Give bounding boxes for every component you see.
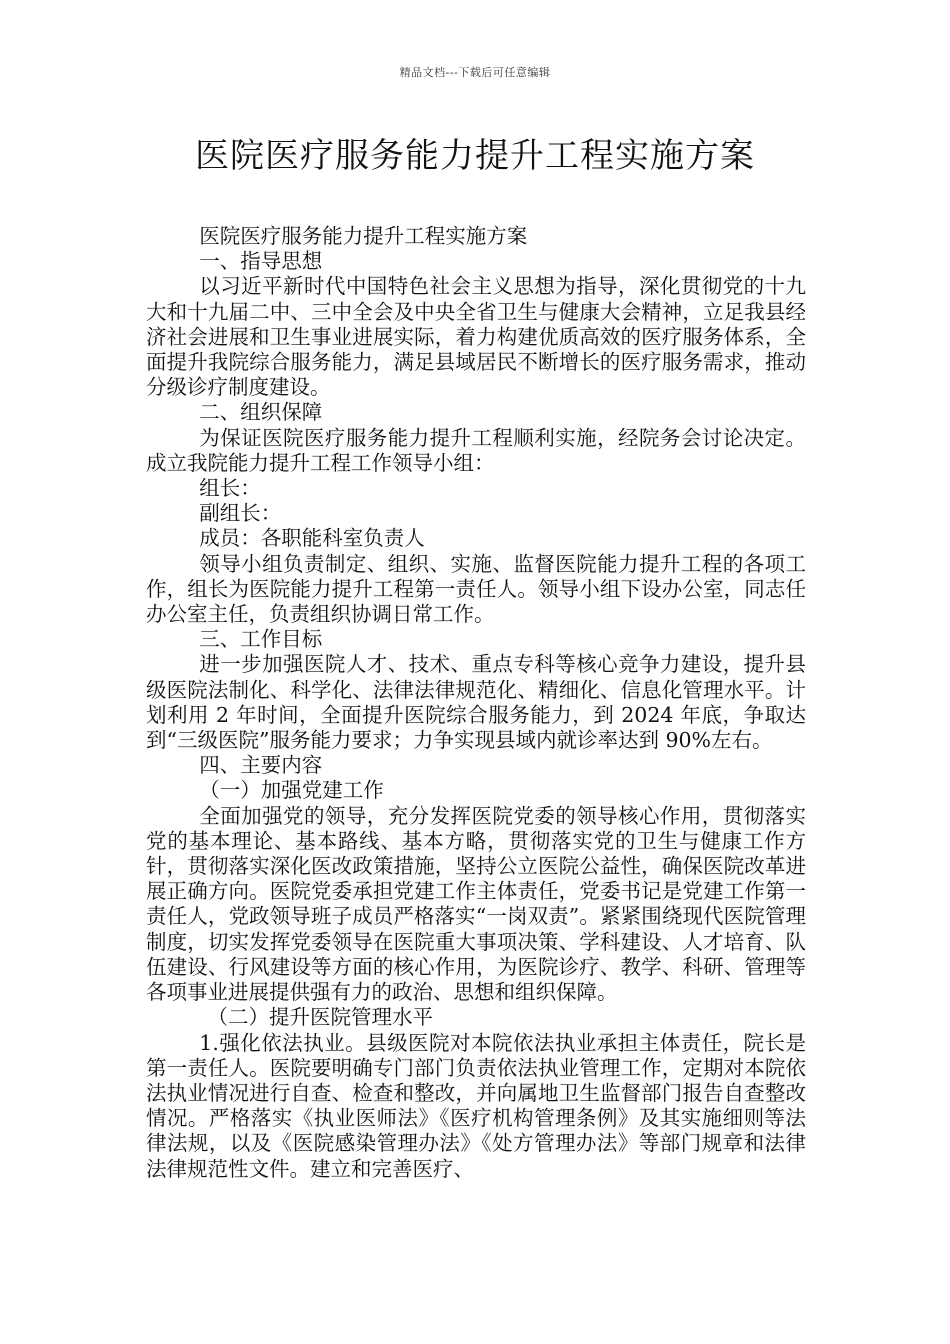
- section-heading-goals: 三、工作目标: [199, 627, 323, 652]
- body-paragraph: 医院医疗服务能力提升工程实施方案: [199, 224, 528, 248]
- body-paragraph: 以习近平新时代中国特色社会主义思想为指导，深化贯彻党的十九大和十九届二中、三中全会及中央全省卫生与健康大会精神，立足我县经济社会进展和卫生事业进展实际，着力构建优质高效的医疗服务体系，全面提升我院综合服务能力，满足县域居民不断增长的医疗服务需求，推动分级诊疗制度建设。: [146, 274, 806, 400]
- section-heading-guiding-ideology: 一、指导思想: [199, 249, 323, 274]
- body-paragraph: 为保证医院医疗服务能力提升工程顺利实施，经院务会讨论决定。成立我院能力提升工程工作领导小组：: [146, 425, 806, 475]
- leader-line: 组长：: [199, 476, 261, 501]
- section-heading-organization: 二、组织保障: [199, 400, 323, 425]
- members-line: 成员：各职能科室负责人: [199, 526, 425, 551]
- deputy-leader-line: 副组长：: [199, 501, 282, 526]
- body-paragraph: 1.强化依法执业。县级医院对本院依法执业承担主体责任，院长是第一责任人。医院要明确专门部门负责依法执业管理工作，定期对本院依法执业情况进行自查、检查和整改，并向属地卫生监督部门报告自查整改情况。严格落实《执业医师法》《医疗机构管理条例》及其实施细则等法律法规，以及《医院感染管理办法》《处方管理办法》等部门规章和法律法律规范性文件。建立和完善医疗、: [146, 1030, 806, 1181]
- subsection-heading-management: （二）提升医院管理水平: [207, 1005, 433, 1030]
- body-paragraph: 领导小组负责制定、组织、实施、监督医院能力提升工程的各项工作，组长为医院能力提升工程第一责任人。领导小组下设办公室，同志任办公室主任，负责组织协调日常工作。: [146, 551, 806, 627]
- body-paragraph: 全面加强党的领导，充分发挥医院党委的领导核心作用，贯彻落实党的基本理论、基本路线、基本方略，贯彻落实党的卫生与健康工作方针，贯彻落实深化医改政策措施，坚持公立医院公益性，确保医院改革进展正确方向。医院党委承担党建工作主体责任，党委书记是党建工作第一责任人，党政领导班子成员严格落实“一岗双责”。紧紧围绕现代医院管理制度，切实发挥党委领导在医院重大事项决策、学科建设、人才培育、队伍建设、行风建设等方面的核心作用，为医院诊疗、教学、科研、管理等各项事业进展提供强有力的政治、思想和组织保障。: [146, 803, 806, 1005]
- header-note: 精品文档---下载后可任意编辑: [399, 66, 551, 79]
- body-paragraph: 进一步加强医院人才、技术、重点专科等核心竞争力建设，提升县级医院法制化、科学化、法律法律规范化、精细化、信息化管理水平。计划利用 2 年时间，全面提升医院综合服务能力，到 2024 年底，争取达到“三级医院”服务能力要求；力争实现县域内就诊率达到 90%左右。: [146, 652, 806, 753]
- subsection-heading-party-building: （一）加强党建工作: [199, 778, 384, 803]
- section-heading-main-content: 四、主要内容: [199, 753, 323, 778]
- document-body: [146, 224, 806, 1182]
- document-title: 医院医疗服务能力提升工程实施方案: [195, 136, 755, 176]
